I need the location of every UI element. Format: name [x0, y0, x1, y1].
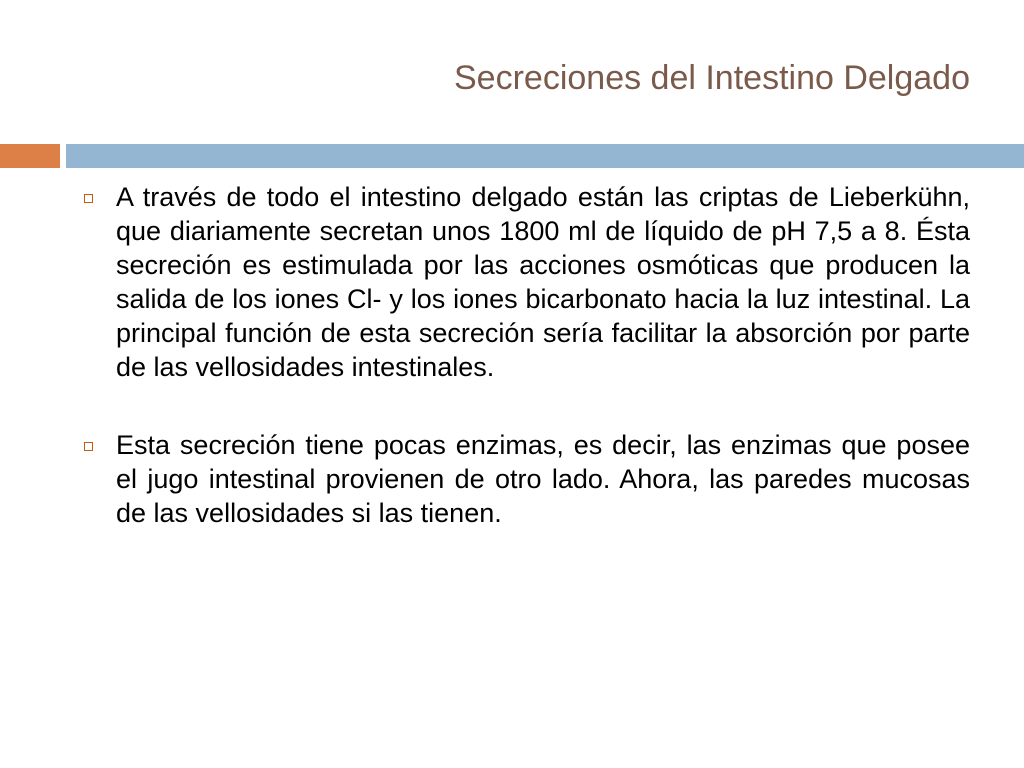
bullet-text: A través de todo el intestino delgado están las criptas de Lieberkühn, que diariamente secretan unos 1800 ml de líquido de pH 7,5 a 8. Ésta secreción es estimulada por las acciones osmóticas que producen la salida de los iones Cl- y los iones bicarbonato hacia la luz intestinal. La principal función de esta secreción sería facilitar la absorción por parte de las vellosidades intestinales.: [116, 182, 970, 382]
divider-main-bar: [66, 144, 1024, 168]
square-bullet-icon: [84, 442, 93, 451]
divider-accent-bar: [0, 144, 60, 168]
bullet-item-2: [84, 428, 970, 530]
bullet-text: Esta secreción tiene pocas enzimas, es decir, las enzimas que posee el jugo intestinal provienen de otro lado. Ahora, las paredes mucosas de las vellosidades si las tienen.: [116, 430, 970, 528]
slide-title: Secreciones del Intestino Delgado: [454, 59, 970, 97]
bullet-item-1: [84, 180, 970, 384]
title-divider: [0, 144, 1024, 168]
slide-content: [84, 180, 970, 530]
square-bullet-icon: [84, 194, 93, 203]
